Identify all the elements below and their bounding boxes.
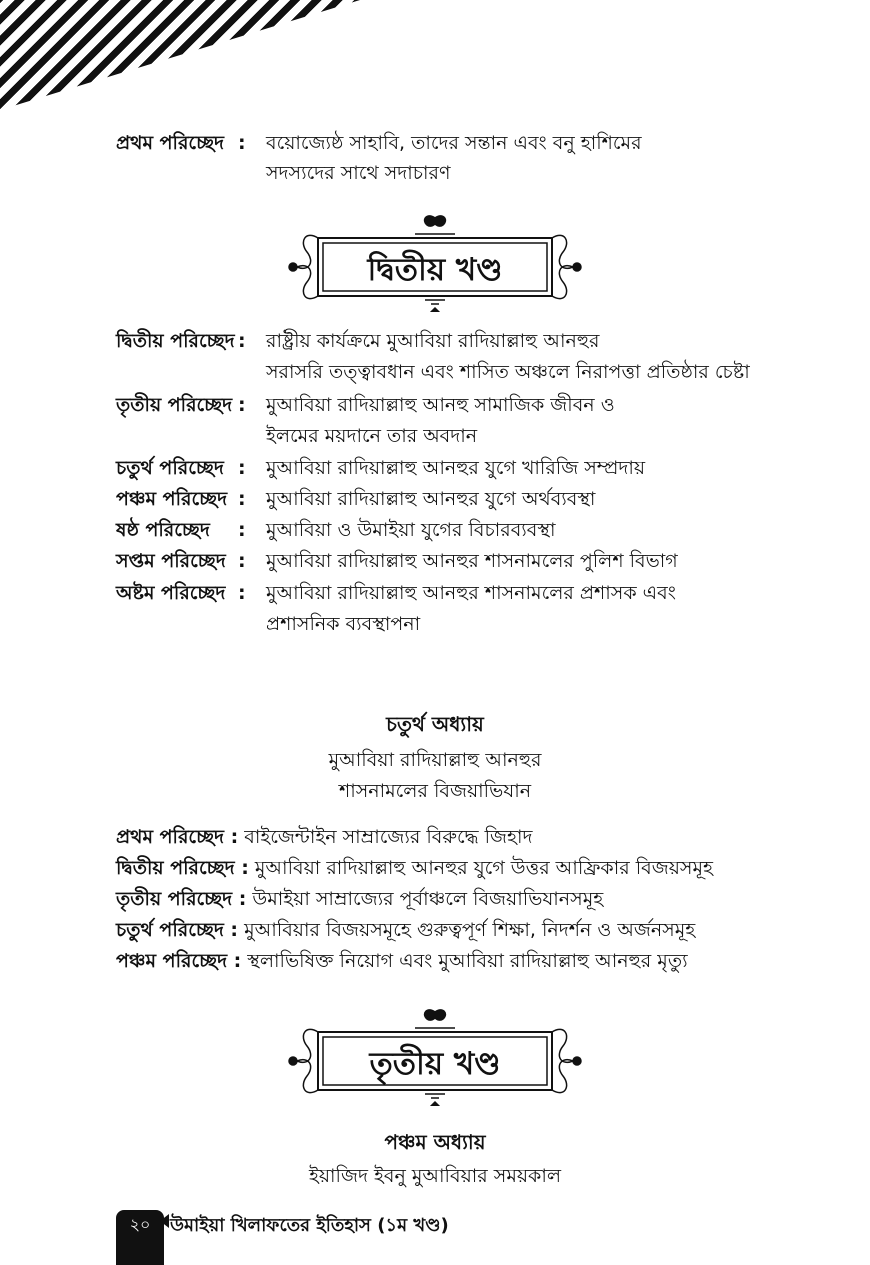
entry-label: প্রথম পরিচ্ছেদ	[116, 132, 225, 154]
entry-text-line2: সরাসরি তত্ত্বাবধান এবং শাসিত অঞ্চলে নিরাপত্তা প্রতিষ্ঠার চেষ্টা	[266, 361, 750, 383]
entry-colon: :	[238, 582, 246, 604]
entry-text-line2: ইলমের ময়দানে তার অবদান	[266, 425, 478, 447]
section-banner-third	[285, 1006, 585, 1106]
entry-label: সপ্তম পরিচ্ছেদ	[116, 550, 226, 572]
entry-text-line1: মুআবিয়া ও উমাইয়া যুগের বিচারব্যবস্থা	[266, 519, 556, 541]
entry-label: পঞ্চম পরিচ্ছেদ	[116, 488, 228, 510]
item-label: পঞ্চম পরিচ্ছেদ :	[116, 950, 242, 972]
banner-title: তৃতীয় খণ্ড	[369, 1046, 501, 1082]
item-label: দ্বিতীয় পরিচ্ছেদ :	[116, 857, 249, 879]
item-text: উমাইয়া সাম্রাজ্যের পূর্বাঞ্চলে বিজয়াভিযানসমূহ	[246, 888, 604, 910]
item-text: স্থলাভিষিক্ত নিয়োগ এবং মুআবিয়া রাদিয়াল্লাহু আনহুর মৃত্যু	[241, 950, 688, 972]
item-text: মুআবিয়া রাদিয়াল্লাহু আনহুর যুগে উত্তর আফ্রিকার বিজয়সমূহ	[248, 857, 714, 879]
page-number: ২০	[116, 1210, 164, 1265]
chapter4-item-3	[116, 885, 603, 917]
entry-text-line1: মুআবিয়া রাদিয়াল্লাহু আনহুর শাসনামলের প্রশাসক এবং	[266, 582, 676, 604]
chapter4-item-2	[116, 854, 713, 886]
entry-text-line1: মুআবিয়া রাদিয়াল্লাহু আনহুর যুগে খারিজি সম্প্রদায়	[266, 457, 646, 479]
item-text: বাইজেন্টাইন সাম্রাজ্যের বিরুদ্ধে জিহাদ	[238, 826, 533, 848]
chapter5-subtitle: ইয়াজিদ ইবনু মুআবিয়ার সময়কাল	[308, 1165, 562, 1187]
entry-colon: :	[238, 457, 246, 479]
section-banner-second	[285, 212, 585, 312]
entry-label: দ্বিতীয় পরিচ্ছেদ	[116, 330, 235, 352]
entry-text-line1: মুআবিয়া রাদিয়াল্লাহু আনহুর যুগে অর্থব্যবস্থা	[266, 488, 596, 510]
item-label: চতুর্থ পরিচ্ছেদ :	[116, 919, 239, 941]
footer-book-title: উমাইয়া খিলাফতের ইতিহাস (১ম খণ্ড)	[170, 1215, 449, 1236]
entry-colon: :	[238, 488, 246, 510]
item-label: প্রথম পরিচ্ছেদ :	[116, 826, 239, 848]
chapter4-item-4	[116, 916, 695, 948]
entry-text-line1: বয়োজ্যেষ্ঠ সাহাবি, তাদের সন্তান এবং বনু হাশিমের	[266, 132, 642, 154]
entry-label: অষ্টম পরিচ্ছেদ	[116, 582, 226, 604]
chapter4-subtitle-line2: শাসনামলের বিজয়াভিযান	[338, 780, 532, 802]
chapter4-item-1	[116, 823, 532, 855]
chapter5-heading: পঞ্চম অধ্যায়	[384, 1130, 486, 1154]
entry-label: তৃতীয় পরিচ্ছেদ	[116, 394, 233, 416]
banner-title: দ্বিতীয় খণ্ড	[367, 252, 503, 288]
entry-colon: :	[238, 330, 246, 352]
entry-colon: :	[238, 394, 246, 416]
entry-text-line1: রাষ্ট্রীয় কার্যক্রমে মুআবিয়া রাদিয়াল্লাহু আনহুর	[266, 330, 600, 352]
corner-stripes-decoration	[0, 0, 360, 110]
chapter4-item-5	[116, 947, 688, 979]
entry-text-line2: প্রশাসনিক ব্যবস্থাপনা	[266, 613, 421, 635]
entry-text-line2: সদস্যদের সাথে সদাচারণ	[266, 162, 451, 184]
entry-label: চতুর্থ পরিচ্ছেদ	[116, 457, 224, 479]
entry-colon: :	[238, 132, 246, 154]
item-label: তৃতীয় পরিচ্ছেদ :	[116, 888, 247, 910]
entry-colon: :	[238, 519, 246, 541]
entry-text-line1: মুআবিয়া রাদিয়াল্লাহু আনহু সামাজিক জীবন ও	[266, 394, 615, 416]
chapter4-subtitle-line1: মুআবিয়া রাদিয়াল্লাহু আনহুর	[328, 749, 542, 771]
entry-text-line1: মুআবিয়া রাদিয়াল্লাহু আনহুর শাসনামলের পুলিশ বিভাগ	[266, 550, 678, 572]
chapter4-heading: চতুর্থ অধ্যায়	[386, 712, 484, 736]
entry-label: ষষ্ঠ পরিচ্ছেদ	[116, 519, 210, 541]
caret-left-icon	[160, 1214, 169, 1228]
entry-colon: :	[238, 550, 246, 572]
item-text: মুআবিয়ার বিজয়সমূহে গুরুত্বপূর্ণ শিক্ষা, নিদর্শন ও অর্জনসমূহ	[238, 919, 696, 941]
